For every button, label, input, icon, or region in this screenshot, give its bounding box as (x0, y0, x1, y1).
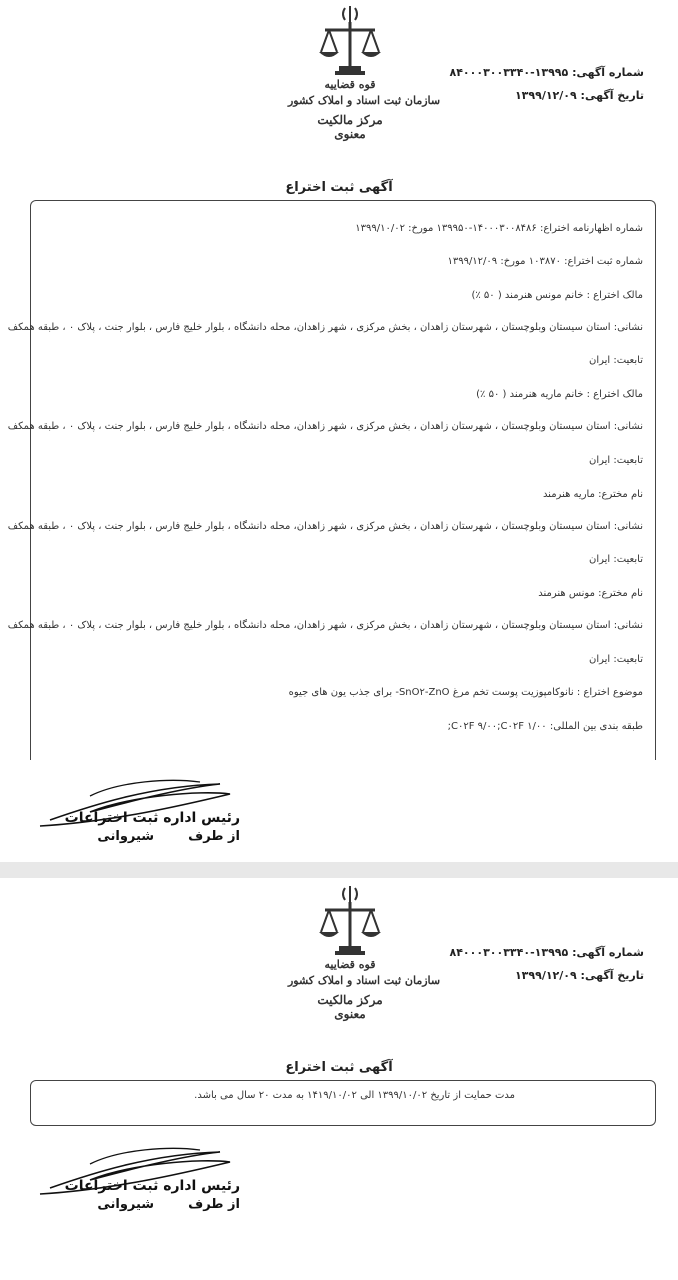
signature-scribble-icon (30, 1144, 240, 1204)
emblem-line-judiciary: قوه قضاییه (324, 958, 376, 971)
signature-scribble-icon (30, 776, 240, 836)
signature-name-line (63, 1197, 240, 1212)
classification-row: طبقه بندی بین المللی: C۰۲F ۹/۰۰;C۰۲F ۱/۰۰; (447, 721, 643, 732)
notice-meta (450, 946, 645, 992)
protection-period-row: مدت حمایت از تاریخ ۱۳۹۹/۱۰/۰۲ الی ۱۴۱۹/۱۰/۰۲ به مدت ۲۰ سال می باشد. (194, 1090, 515, 1101)
nationality-row: تابعیت: ایران (588, 654, 643, 665)
nationality-row: تابعیت: ایران (588, 355, 643, 366)
notice-details-box (30, 1080, 656, 1126)
notice-details-box (7, 200, 656, 760)
address-row: نشانی: استان سیستان وبلوچستان ، شهرستان زاهدان ، بخش مرکزی ، شهر زاهدان، محله دانشگاه ، بلوار خلیج فارس ، بلوار جنت ، پلاک ۰ ، طبقه همکف (7, 521, 643, 532)
nationality-row: تابعیت: ایران (588, 554, 643, 565)
emblem-line-organization: سازمان ثبت اسناد و املاک کشور (288, 974, 441, 987)
inventor-row: نام مخترع: ماریه هنرمند (542, 489, 643, 500)
emblem-line-judiciary: قوه قضاییه (324, 78, 376, 91)
judiciary-emblem (288, 884, 441, 1044)
signature-on-behalf: از طرف (188, 1197, 240, 1212)
emblem-line-center: مرکز مالکیت معنوی (317, 113, 383, 141)
signature-name: شیروانی (97, 829, 155, 844)
notice-meta (450, 66, 645, 112)
scales-of-justice-icon (315, 884, 385, 956)
scales-of-justice-icon (315, 4, 385, 76)
nationality-row: تابعیت: ایران (588, 455, 643, 466)
inventor-row: نام مخترع: مونس هنرمند (538, 588, 643, 599)
signature-block (30, 776, 240, 856)
owner-row: مالک اختراع : خانم مونس هنرمند ( ۵۰ ٪) (471, 290, 643, 301)
signature-name-line (63, 829, 240, 844)
emblem-line-center: مرکز مالکیت معنوی (317, 993, 383, 1021)
page-separator (0, 862, 678, 878)
address-row: نشانی: استان سیستان وبلوچستان ، شهرستان زاهدان ، بخش مرکزی ، شهر زاهدان، محله دانشگاه ، بلوار خلیج فارس ، بلوار جنت ، پلاک ۰ ، طبقه همکف (7, 421, 643, 432)
notice-title: آگهی ثبت اختراع (285, 1060, 393, 1075)
signature-on-behalf: از طرف (188, 829, 240, 844)
address-row: نشانی: استان سیستان وبلوچستان ، شهرستان زاهدان ، بخش مرکزی ، شهر زاهدان، محله دانشگاه ، بلوار خلیج فارس ، بلوار جنت ، پلاک ۰ ، طبقه همکف (7, 620, 643, 631)
address-row: نشانی: استان سیستان وبلوچستان ، شهرستان زاهدان ، بخش مرکزی ، شهر زاهدان، محله دانشگاه ، بلوار خلیج فارس ، بلوار جنت ، پلاک ۰ ، طبقه همکف (7, 322, 643, 333)
ad-number: شماره آگهی: ۱۳۹۹۵-۸۴۰۰۰۳۰۰۳۳۴۰ (449, 66, 644, 79)
signature-block (30, 1144, 240, 1224)
application-number-row: شماره اظهارنامه اختراع: ۱۴۰۰۰۳۰۰۸۴۸۶-۱۳۹۹۵۰ مورخ: ۱۳۹۹/۱۰/۰۲ (355, 223, 643, 234)
invention-subject-row: موضوع اختراع : نانوکامپوزیت پوست تخم مرغ SnO۲-ZnO- برای جذب یون های جیوه (288, 687, 643, 698)
signature-title: رئیس اداره ثبت اختراعات (64, 1178, 240, 1194)
judiciary-emblem (288, 4, 441, 164)
ad-date: تاریخ آگهی: ۱۳۹۹/۱۲/۰۹ (514, 89, 644, 102)
registration-number-row: شماره ثبت اختراع: ۱۰۳۸۷۰ مورخ: ۱۳۹۹/۱۲/۰۹ (447, 256, 643, 267)
signature-title: رئیس اداره ثبت اختراعات (64, 810, 240, 826)
signature-name: شیروانی (97, 1197, 155, 1212)
ad-number: شماره آگهی: ۱۳۹۹۵-۸۴۰۰۰۳۰۰۳۳۴۰ (449, 946, 644, 959)
owner-row: مالک اختراع : خانم ماریه هنرمند ( ۵۰ ٪) (476, 389, 643, 400)
ad-date: تاریخ آگهی: ۱۳۹۹/۱۲/۰۹ (514, 969, 644, 982)
notice-title: آگهی ثبت اختراع (285, 180, 393, 195)
emblem-line-organization: سازمان ثبت اسناد و املاک کشور (288, 94, 441, 107)
